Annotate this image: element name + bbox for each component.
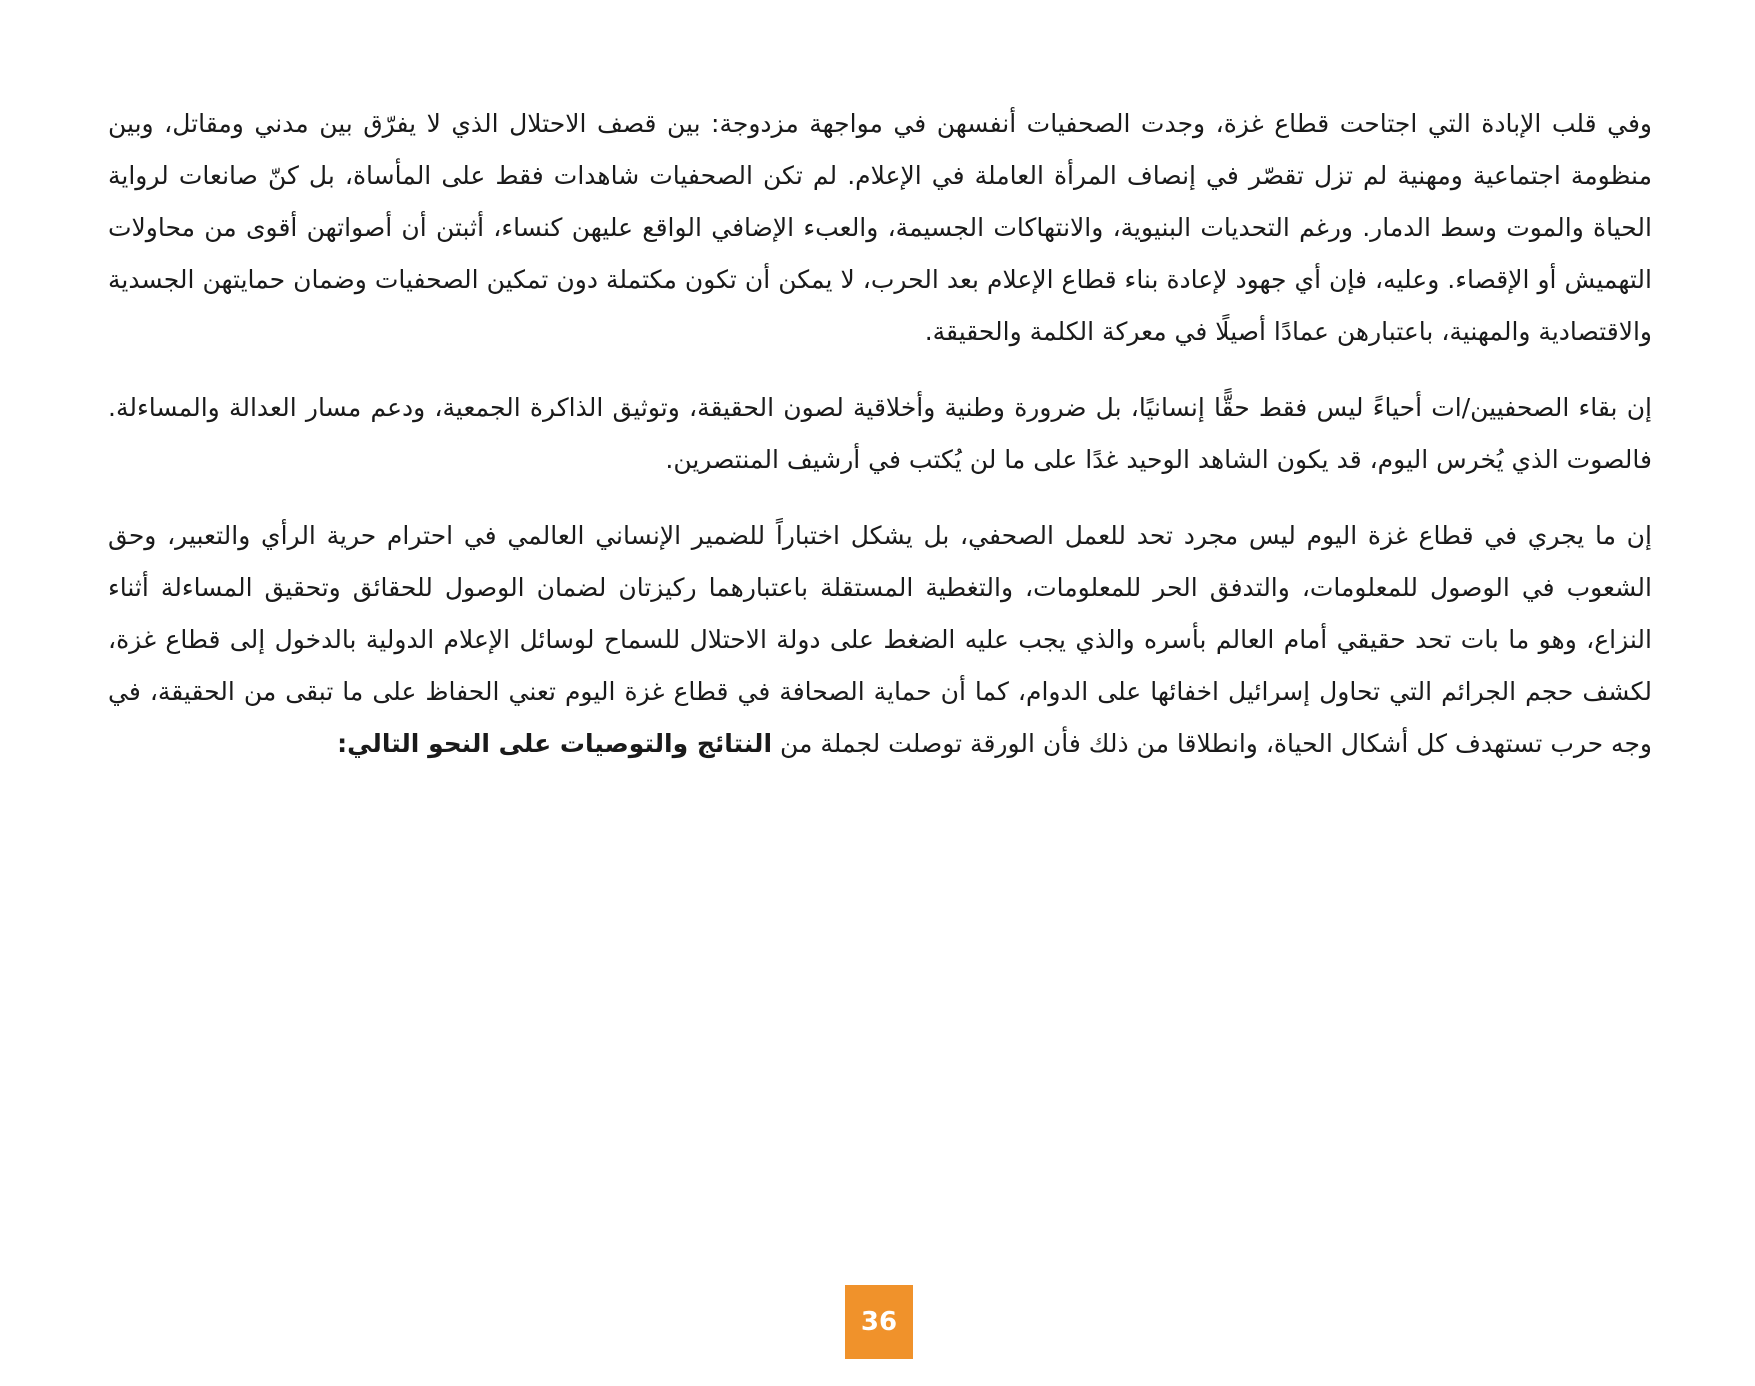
page-number-badge: [845, 1285, 913, 1359]
paragraph-2: [108, 382, 1652, 486]
paragraph-2-text: إن بقاء الصحفيين/ات أحياءً ليس فقط حقًّا إنسانيًا، بل ضرورة وطنية وأخلاقية لصون الحقيقة، وتوثيق الذاكرة الجمعية، ودعم مسار العدالة والمساءلة. فالصوت الذي يُخرس اليوم، قد يكون الشاهد الوحيد غدًا على ما لن يُكتب في أرشيف المنتصرين.: [108, 393, 1652, 474]
paragraph-3: [108, 510, 1652, 770]
paragraph-3-text: إن ما يجري في قطاع غزة اليوم ليس مجرد تحد للعمل الصحفي، بل يشكل اختباراً للضمير الإنساني العالمي في احترام حرية الرأي والتعبير، وحق الشعوب في الوصول للمعلومات، والتدفق الحر للمعلومات، والتغطية المستقلة باعتبارهما ركيزتان لضمان الوصول للحقائق وتحقيق المساءلة أثناء النزاع، وهو ما بات تحد حقيقي أمام العالم بأسره والذي يجب عليه الضغط على دولة الاحتلال للسماح لوسائل الإعلام الدولية بالدخول إلى قطاع غزة، لكشف حجم الجرائم التي تحاول إسرائيل اخفائها على الدوام، كما أن حماية الصحافة في قطاع غزة اليوم تعني الحفاظ على ما تبقى من الحقيقة، في وجه حرب تستهدف كل أشكال الحياة، وانطلاقا من ذلك فأن الورقة توصلت لجملة من: [108, 521, 1652, 758]
page-number: 36: [860, 1307, 898, 1337]
paragraph-1-text: وفي قلب الإبادة التي اجتاحت قطاع غزة، وجدت الصحفيات أنفسهن في مواجهة مزدوجة: بين قصف الاحتلال الذي لا يفرّق بين مدني ومقاتل، وبين منظومة اجتماعية ومهنية لم تزل تقصّر في إنصاف المرأة العاملة في الإعلام. لم تكن الصحفيات شاهدات فقط على المأساة، بل كنّ صانعات لرواية الحياة والموت وسط الدمار. ورغم التحديات البنيوية، والانتهاكات الجسيمة، والعبء الإضافي الواقع عليهن كنساء، أثبتن أن أصواتهن أقوى من محاولات التهميش أو الإقصاء. وعليه، فإن أي جهود لإعادة بناء قطاع الإعلام بعد الحرب، لا يمكن أن تكون مكتملة دون تمكين الصحفيات وضمان حمايتهن الجسدية والاقتصادية والمهنية، باعتبارهن عمادًا أصيلًا في معركة الكلمة والحقيقة.: [108, 109, 1652, 346]
paragraph-1: [108, 98, 1652, 358]
document-body: [108, 98, 1652, 794]
paragraph-3-bold-heading: النتائج والتوصيات على النحو التالي:: [337, 729, 773, 758]
